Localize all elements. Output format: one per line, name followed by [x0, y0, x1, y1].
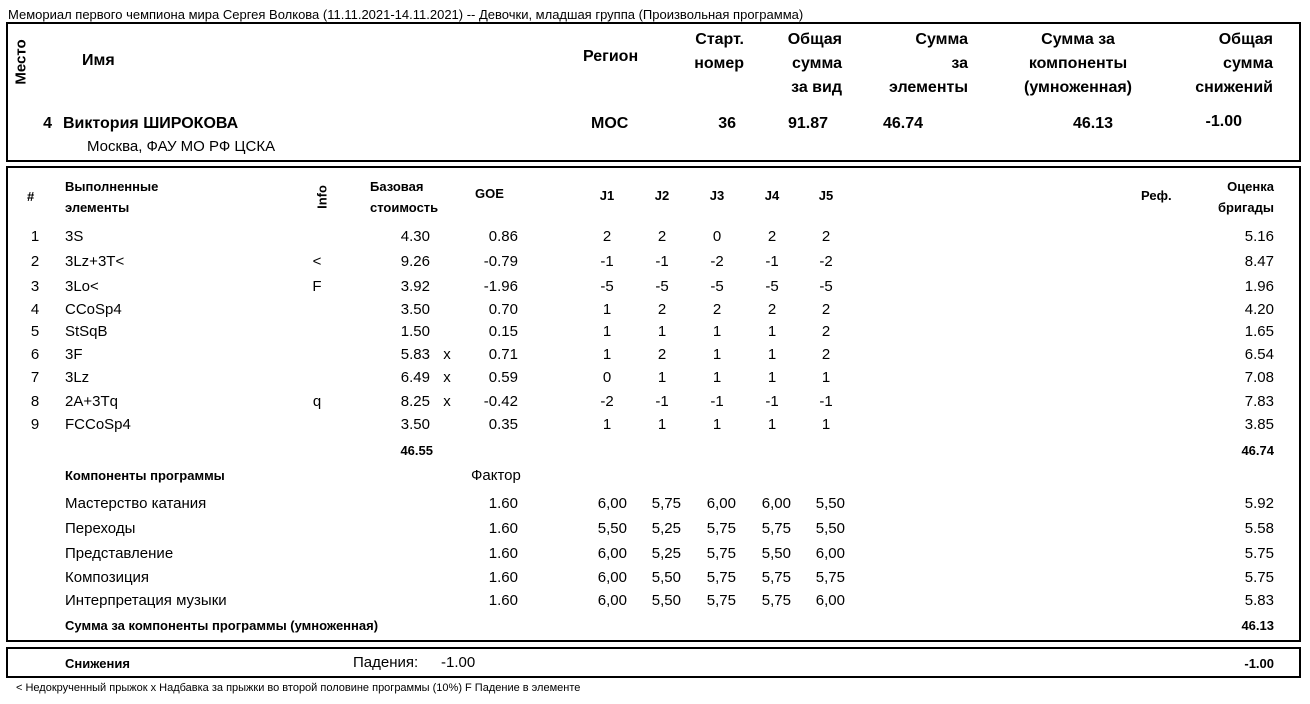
- element-row-j4: -5: [765, 278, 779, 295]
- component-row-factor: 1.60: [488, 569, 518, 586]
- component-row-j2: 5,75: [651, 495, 681, 512]
- place-header: Место: [12, 39, 30, 85]
- component-row-j5: 6,00: [815, 545, 845, 562]
- component-row-j4: 6,00: [761, 495, 791, 512]
- element-row-j3: -1: [710, 393, 724, 410]
- component-row-j5: 6,00: [815, 592, 845, 609]
- element-row-j2: 2: [657, 346, 667, 363]
- elements-score-total: 46.74: [1241, 443, 1274, 458]
- element-row-j3: 2: [712, 301, 722, 318]
- element-row-j2: -1: [655, 393, 669, 410]
- element-row-info: q: [312, 393, 322, 410]
- component-row-score: 5.75: [1244, 545, 1274, 562]
- element-row-score: 5.16: [1244, 228, 1274, 245]
- element-row-j1: 1: [602, 323, 612, 340]
- element-row-j2: 2: [657, 228, 667, 245]
- component-row-name: Переходы: [65, 520, 136, 537]
- element-row-j4: -1: [765, 393, 779, 410]
- element-row-j1: 1: [602, 346, 612, 363]
- element-row-num: 6: [30, 346, 40, 363]
- name-header: Имя: [82, 52, 115, 69]
- component-row-score: 5.75: [1244, 569, 1274, 586]
- element-row-j2: 1: [657, 416, 667, 433]
- element-row-j3: 1: [712, 416, 722, 433]
- goe-col-header: GOE: [475, 186, 504, 201]
- element-row-num: 2: [30, 253, 40, 270]
- panel-score-col-header: Оценка бригады: [1218, 179, 1274, 215]
- element-row-goe: 0.35: [488, 416, 518, 433]
- element-row-j5: 1: [821, 416, 831, 433]
- info-col-header: Info: [314, 185, 330, 209]
- pcs-header: Сумма за компоненты (умноженная): [1024, 31, 1132, 96]
- component-row-j1: 6,00: [597, 495, 627, 512]
- component-row-j2: 5,50: [651, 569, 681, 586]
- element-row-info: <: [312, 253, 322, 270]
- element-row-score: 4.20: [1244, 301, 1274, 318]
- element-row-num: 8: [30, 393, 40, 410]
- components-total-label: Сумма за компоненты программы (умноженная): [65, 618, 379, 633]
- element-row-j3: -5: [710, 278, 724, 295]
- element-row-j4: -1: [765, 253, 779, 270]
- element-row-name: CCoSp4: [65, 301, 122, 318]
- component-row-factor: 1.60: [488, 545, 518, 562]
- element-row-num: 7: [30, 369, 40, 386]
- falls-value: -1.00: [441, 654, 476, 671]
- skater-pcs: 46.13: [1072, 115, 1113, 132]
- base-value-col-header: Базовая стоимость: [370, 179, 439, 215]
- element-row-goe: -0.42: [483, 393, 518, 410]
- element-row-j5: 2: [821, 228, 831, 245]
- element-row-j2: -5: [655, 278, 669, 295]
- element-row-goe: 0.71: [488, 346, 518, 363]
- element-row-base: 3.50: [400, 416, 430, 433]
- component-row-j4: 5,75: [761, 592, 791, 609]
- referee-col-header: Реф.: [1141, 188, 1172, 203]
- component-row-score: 5.58: [1244, 520, 1274, 537]
- skater-tes: 46.74: [882, 115, 923, 132]
- factor-header: Фактор: [471, 467, 521, 484]
- element-row-j3: 1: [712, 346, 722, 363]
- elements-col-header: Выполненные элементы: [65, 179, 159, 215]
- element-row-j5: 1: [821, 369, 831, 386]
- skater-place: 4: [43, 115, 52, 132]
- element-row-j1: -5: [600, 278, 614, 295]
- tes-header: Сумма за элементы: [889, 31, 968, 96]
- element-row-goe: 0.59: [488, 369, 518, 386]
- element-row-j5: 2: [821, 346, 831, 363]
- element-row-j2: 2: [657, 301, 667, 318]
- legend-footnote: < Недокрученный прыжок x Надбавка за прыжки во второй половине программы (10%) F Падение в элементе: [16, 682, 581, 694]
- component-row-name: Композиция: [65, 569, 150, 586]
- element-row-score: 7.83: [1244, 393, 1274, 410]
- elements-base-total: 46.55: [400, 443, 433, 458]
- start-number-header: Старт. номер: [694, 31, 744, 72]
- element-row-j1: 1: [602, 301, 612, 318]
- element-row-j4: 2: [767, 228, 777, 245]
- element-row-num: 1: [30, 228, 40, 245]
- element-row-name: 3Lo<: [65, 278, 99, 295]
- element-row-base: 8.25: [400, 393, 430, 410]
- element-row-goe: 0.15: [488, 323, 518, 340]
- skater-total-score: 91.87: [787, 115, 828, 132]
- region-header: Регион: [583, 48, 639, 65]
- component-row-j1: 6,00: [597, 592, 627, 609]
- component-row-j5: 5,75: [815, 569, 845, 586]
- element-row-score: 6.54: [1244, 346, 1274, 363]
- element-row-j4: 2: [767, 301, 777, 318]
- element-row-goe: 0.70: [488, 301, 518, 318]
- j1-col-header: J1: [599, 188, 615, 203]
- element-row-j4: 1: [767, 416, 777, 433]
- element-row-j5: -2: [819, 253, 833, 270]
- element-row-score: 3.85: [1244, 416, 1274, 433]
- element-row-name: FCCoSp4: [65, 416, 131, 433]
- component-row-name: Представление: [65, 545, 174, 562]
- element-row-j5: -1: [819, 393, 833, 410]
- j4-col-header: J4: [764, 188, 780, 203]
- element-row-j5: -5: [819, 278, 833, 295]
- element-row-goe: -1.96: [483, 278, 518, 295]
- component-row-j3: 5,75: [706, 545, 736, 562]
- element-row-base: 4.30: [400, 228, 430, 245]
- falls-label: Падения:: [353, 654, 419, 671]
- element-row-goe: -0.79: [483, 253, 518, 270]
- component-row-j3: 5,75: [706, 520, 736, 537]
- component-row-j3: 5,75: [706, 592, 736, 609]
- skater-deductions: -1.00: [1205, 113, 1242, 130]
- element-row-score: 7.08: [1244, 369, 1274, 386]
- element-row-j2: 1: [657, 369, 667, 386]
- component-row-j3: 6,00: [706, 495, 736, 512]
- element-row-score: 1.96: [1244, 278, 1274, 295]
- component-row-j3: 5,75: [706, 569, 736, 586]
- element-row-base: 5.83: [400, 346, 430, 363]
- component-row-j5: 5,50: [815, 520, 845, 537]
- component-row-score: 5.92: [1244, 495, 1274, 512]
- component-row-j2: 5,50: [651, 592, 681, 609]
- element-row-name: 2A+3Tq: [65, 393, 118, 410]
- j2-col-header: J2: [654, 188, 670, 203]
- component-row-j2: 5,25: [651, 545, 681, 562]
- num-col-header: #: [27, 189, 35, 204]
- element-row-name: 3Lz+3T<: [65, 253, 125, 270]
- element-row-num: 4: [30, 301, 40, 318]
- element-row-j2: 1: [657, 323, 667, 340]
- element-row-name: 3S: [65, 228, 84, 245]
- j3-col-header: J3: [709, 188, 725, 203]
- skater-region: MOC: [591, 115, 629, 132]
- element-row-j1: -1: [600, 253, 614, 270]
- component-row-j4: 5,75: [761, 520, 791, 537]
- component-row-j4: 5,75: [761, 569, 791, 586]
- element-row-score: 1.65: [1244, 323, 1274, 340]
- total-score-header: Общая сумма за вид: [787, 31, 842, 96]
- element-row-j4: 1: [767, 323, 777, 340]
- event-title: Мемориал первого чемпиона мира Сергея Волкова (11.11.2021-14.11.2021) -- Девочки, младшая группа (Произвольная программа): [8, 7, 804, 22]
- components-header: Компоненты программы: [65, 468, 225, 483]
- element-row-j1: 2: [602, 228, 612, 245]
- component-row-j4: 5,50: [761, 545, 791, 562]
- element-row-j3: 1: [712, 369, 722, 386]
- element-row-base: 3.50: [400, 301, 430, 318]
- element-row-j2: -1: [655, 253, 669, 270]
- element-row-j4: 1: [767, 346, 777, 363]
- component-row-j1: 6,00: [597, 545, 627, 562]
- element-row-num: 3: [30, 278, 40, 295]
- component-row-factor: 1.60: [488, 495, 518, 512]
- element-row-num: 5: [30, 323, 40, 340]
- components-total: 46.13: [1241, 618, 1274, 633]
- component-row-score: 5.83: [1244, 592, 1274, 609]
- deductions-header: Общая сумма снижений: [1195, 31, 1273, 96]
- component-row-j2: 5,25: [651, 520, 681, 537]
- element-row-j1: -2: [600, 393, 614, 410]
- element-row-j4: 1: [767, 369, 777, 386]
- deductions-total: -1.00: [1244, 656, 1274, 671]
- element-row-j1: 1: [602, 416, 612, 433]
- element-row-bonus: x: [443, 346, 451, 363]
- element-row-bonus: x: [443, 393, 451, 410]
- element-row-j3: 0: [712, 228, 722, 245]
- element-row-j3: -2: [710, 253, 724, 270]
- element-row-num: 9: [30, 416, 40, 433]
- element-row-base: 6.49: [400, 369, 430, 386]
- component-row-j1: 6,00: [597, 569, 627, 586]
- j5-col-header: J5: [818, 188, 834, 203]
- element-row-goe: 0.86: [488, 228, 518, 245]
- component-row-name: Интерпретация музыки: [65, 592, 227, 609]
- component-row-j5: 5,50: [815, 495, 845, 512]
- element-row-j5: 2: [821, 323, 831, 340]
- component-row-name: Мастерство катания: [65, 495, 207, 512]
- component-row-factor: 1.60: [488, 520, 518, 537]
- element-row-base: 9.26: [400, 253, 430, 270]
- component-row-factor: 1.60: [488, 592, 518, 609]
- element-row-j1: 0: [602, 369, 612, 386]
- skater-start-number: 36: [718, 115, 736, 132]
- skater-name: Виктория ШИРОКОВА: [63, 115, 239, 132]
- element-row-base: 1.50: [400, 323, 430, 340]
- element-row-info: F: [312, 278, 322, 295]
- deductions-box: [6, 647, 1301, 678]
- element-row-j5: 2: [821, 301, 831, 318]
- skater-club: Москва, ФАУ МО РФ ЦСКА: [87, 138, 276, 155]
- element-row-j3: 1: [712, 323, 722, 340]
- element-row-name: 3Lz: [65, 369, 90, 386]
- element-row-bonus: x: [443, 369, 451, 386]
- element-row-base: 3.92: [400, 278, 430, 295]
- element-row-score: 8.47: [1244, 253, 1274, 270]
- element-row-name: 3F: [65, 346, 83, 363]
- component-row-j1: 5,50: [597, 520, 627, 537]
- deductions-label: Снижения: [65, 656, 130, 671]
- element-row-name: StSqB: [65, 323, 108, 340]
